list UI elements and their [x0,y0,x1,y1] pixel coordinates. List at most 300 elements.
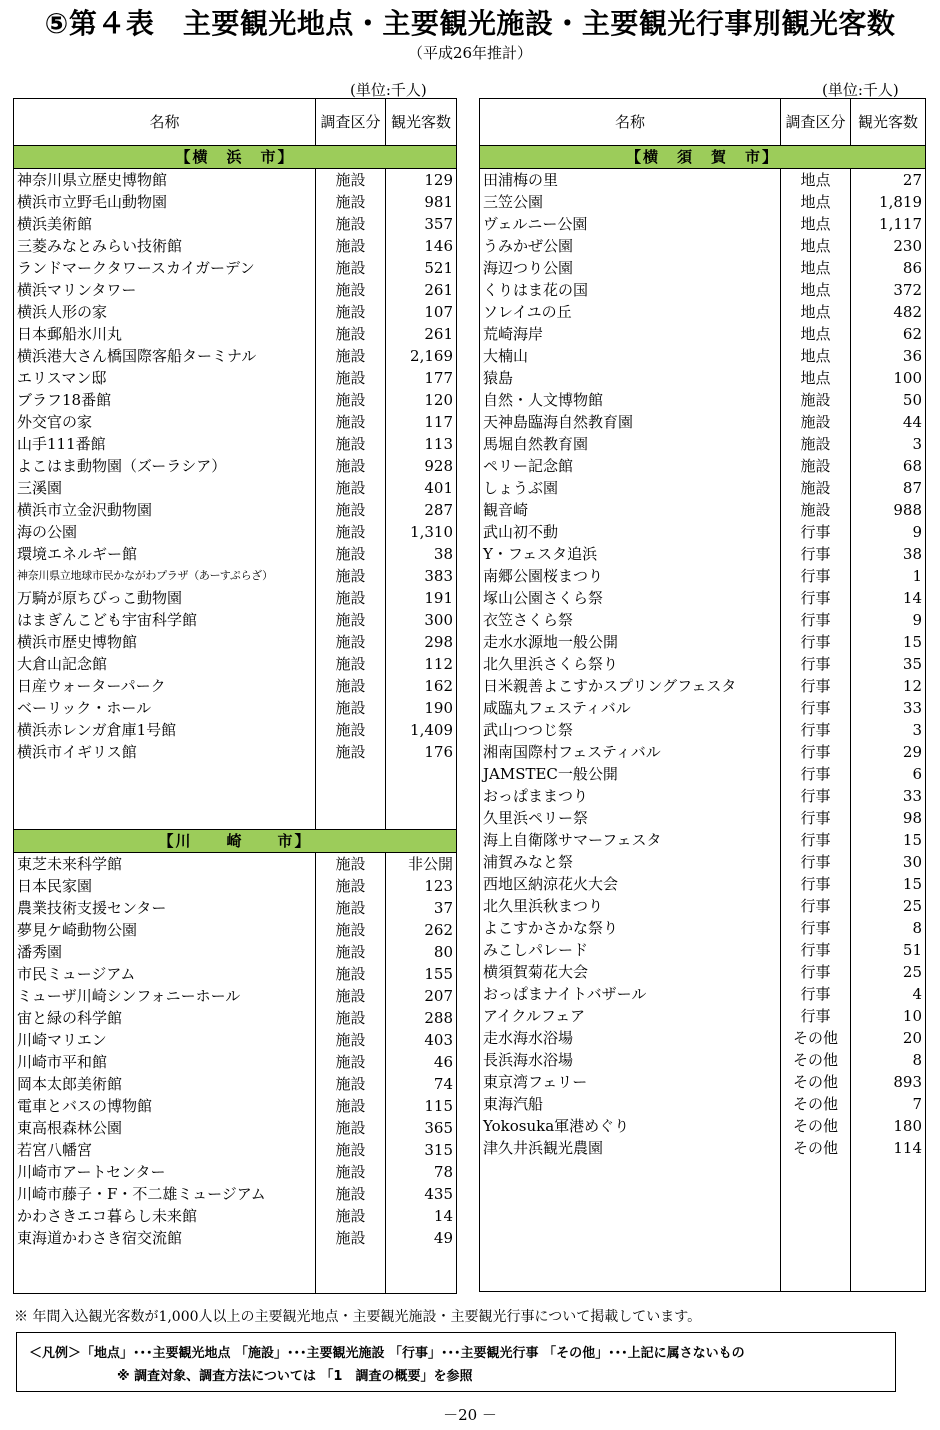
visitor-count: 262 [386,919,457,941]
facility-name: 若宮八幡宮 [14,1139,316,1161]
table-row [480,1027,926,1049]
survey-category: 施設 [316,1227,386,1249]
facility-name: 岡本太郎美術館 [14,1073,316,1095]
table-row [480,917,926,939]
visitor-count: 6 [851,763,926,785]
visitor-count: 146 [386,235,457,257]
table-row [14,963,457,985]
table-row [14,257,457,279]
facility-name: くりはま花の国 [480,279,781,301]
footnote: ※ 年間入込観光客数が1,000人以上の主要観光地点・主要観光施設・主要観光行事について掲載しています。 [14,1309,702,1325]
table-row [14,213,457,235]
facility-name: アイクルフェア [480,1005,781,1027]
facility-name: 横須賀菊花大会 [480,961,781,983]
blank-cell [14,785,316,807]
blank-cell [386,1249,457,1271]
table-row [480,1115,926,1137]
table-row [480,631,926,653]
blank-cell [851,1247,926,1269]
visitor-count: 1,409 [386,719,457,741]
survey-category: 施設 [316,609,386,631]
facility-name: ミューザ川崎シンフォニーホール [14,985,316,1007]
facility-name: 農業技術支援センター [14,897,316,919]
survey-category: 行事 [781,851,851,873]
table-row [14,919,457,941]
survey-category: 施設 [316,1139,386,1161]
visitor-count: 78 [386,1161,457,1183]
facility-name: 観音崎 [480,499,781,521]
section-header-row [14,830,457,853]
facility-name: 海辺つり公園 [480,257,781,279]
facility-name: 神奈川県立歴史博物館 [14,169,316,192]
visitor-count: 357 [386,213,457,235]
survey-category: 施設 [316,477,386,499]
visitor-count: 74 [386,1073,457,1095]
facility-name: 万騎が原ちびっこ動物園 [14,587,316,609]
right-visitor-table [479,98,926,1292]
visitor-count: 177 [386,367,457,389]
table-row [480,213,926,235]
visitor-count: 35 [851,653,926,675]
blank-row [480,1159,926,1181]
blank-cell [480,1225,781,1247]
table-row [480,1005,926,1027]
blank-cell [851,1181,926,1203]
table-row [14,941,457,963]
visitor-count: 123 [386,875,457,897]
survey-category: 行事 [781,587,851,609]
facility-name: 大楠山 [480,345,781,367]
facility-name: 横浜市立金沢動物園 [14,499,316,521]
table-row [14,1095,457,1117]
survey-category: 行事 [781,741,851,763]
survey-category: 施設 [316,213,386,235]
table-row [480,433,926,455]
facility-name: みこしパレード [480,939,781,961]
facility-name: 海の公園 [14,521,316,543]
table-row [480,521,926,543]
blank-cell [386,763,457,785]
blank-cell [316,785,386,807]
table-row [14,1029,457,1051]
visitor-count: 9 [851,521,926,543]
left-table-body [14,146,457,1294]
visitor-count: 298 [386,631,457,653]
survey-category: その他 [781,1093,851,1115]
blank-cell [781,1159,851,1181]
table-row [480,609,926,631]
visitor-count: 80 [386,941,457,963]
blank-cell [480,1159,781,1181]
table-row [14,1205,457,1227]
survey-category: 行事 [781,939,851,961]
blank-cell [14,807,316,830]
visitor-count: 365 [386,1117,457,1139]
facility-name: かわさきエコ暮らし未来館 [14,1205,316,1227]
survey-category: 行事 [781,917,851,939]
facility-name: うみかぜ公園 [480,235,781,257]
facility-name: 海上自衛隊サマーフェスタ [480,829,781,851]
table-row [480,675,926,697]
visitor-count: 2,169 [386,345,457,367]
facility-name: 東海道かわさき宿交流館 [14,1227,316,1249]
facility-name: 横浜赤レンガ倉庫1号館 [14,719,316,741]
blank-cell [316,1249,386,1271]
table-row [480,719,926,741]
survey-category: 行事 [781,807,851,829]
facility-name: エリスマン邸 [14,367,316,389]
visitor-count: 114 [851,1137,926,1159]
table-row [14,433,457,455]
facility-name: 日本郵船氷川丸 [14,323,316,345]
facility-name: 東海汽船 [480,1093,781,1115]
visitor-count: 155 [386,963,457,985]
visitor-count: 230 [851,235,926,257]
visitor-count: 893 [851,1071,926,1093]
visitor-count: 14 [386,1205,457,1227]
survey-category: 施設 [316,235,386,257]
visitor-count: 521 [386,257,457,279]
table-row [14,455,457,477]
table-row [480,191,926,213]
table-row [480,587,926,609]
legend-line-1: ＜凡例＞「地点」･･･主要観光地点 「施設」･･･主要観光施設 「行事」･･･主要観光行事 「その他」･･･上記に属さないもの [29,1346,745,1361]
facility-name: Yokosuka軍港めぐり [480,1115,781,1137]
survey-category: 行事 [781,653,851,675]
facility-name: 北久里浜秋まつり [480,895,781,917]
facility-name: 浦賀みなと祭 [480,851,781,873]
table-row [14,875,457,897]
survey-category: 施設 [316,301,386,323]
survey-category: 施設 [316,389,386,411]
facility-name: 川崎市アートセンター [14,1161,316,1183]
visitor-count: 33 [851,697,926,719]
table-row [14,653,457,675]
table-row [14,367,457,389]
facility-name: 東京湾フェリー [480,1071,781,1093]
survey-category: 施設 [781,433,851,455]
visitor-count: 117 [386,411,457,433]
visitor-count: 25 [851,961,926,983]
visitor-count: 435 [386,1183,457,1205]
survey-category: 施設 [316,433,386,455]
blank-row [14,1271,457,1294]
survey-category: 地点 [781,367,851,389]
survey-category: 行事 [781,543,851,565]
visitor-count: 928 [386,455,457,477]
survey-category: 施設 [316,875,386,897]
facility-name: 久里浜ペリー祭 [480,807,781,829]
facility-name: 横浜マリンタワー [14,279,316,301]
survey-category: 地点 [781,279,851,301]
header-name: 名称 [14,99,316,146]
table-row [14,169,457,192]
visitor-count: 383 [386,565,457,587]
facility-name: Y・フェスタ追浜 [480,543,781,565]
facility-name: 北久里浜さくら祭り [480,653,781,675]
visitor-count: 482 [851,301,926,323]
blank-cell [781,1225,851,1247]
table-row [14,1117,457,1139]
table-row [480,389,926,411]
header-category: 調査区分 [781,99,851,146]
facility-name: 西地区納涼花火大会 [480,873,781,895]
survey-category: 施設 [316,367,386,389]
survey-category: 施設 [316,1183,386,1205]
blank-cell [781,1247,851,1269]
survey-category: 地点 [781,191,851,213]
blank-cell [14,763,316,785]
visitor-count: 68 [851,455,926,477]
facility-name: ヴェルニー公園 [480,213,781,235]
visitor-count: 129 [386,169,457,192]
facility-name: 神奈川県立地球市民かながわプラザ（あーすぷらざ） [14,565,316,587]
facility-name: 武山初不動 [480,521,781,543]
survey-category: 施設 [316,345,386,367]
survey-category: 行事 [781,697,851,719]
header-name: 名称 [480,99,781,146]
visitor-count: 191 [386,587,457,609]
blank-row [14,807,457,830]
table-row [14,1161,457,1183]
table-row [14,411,457,433]
visitor-count: 180 [851,1115,926,1137]
visitor-count: 120 [386,389,457,411]
facility-name: 潘秀園 [14,941,316,963]
facility-name: 外交官の家 [14,411,316,433]
visitor-count: 51 [851,939,926,961]
blank-cell [781,1181,851,1203]
visitor-count: 非公開 [386,853,457,876]
facility-name: 湘南国際村フェスティバル [480,741,781,763]
visitor-count: 190 [386,697,457,719]
survey-category: 行事 [781,873,851,895]
table-row [480,829,926,851]
survey-category: 施設 [316,897,386,919]
survey-category: 施設 [316,631,386,653]
visitor-count: 62 [851,323,926,345]
visitor-count: 1 [851,565,926,587]
facility-name: 横浜美術館 [14,213,316,235]
section-header-row [480,146,926,169]
table-row [480,455,926,477]
survey-category: 施設 [316,257,386,279]
facility-name: 宙と緑の科学館 [14,1007,316,1029]
table-row [14,1007,457,1029]
survey-category: 地点 [781,235,851,257]
survey-category: 地点 [781,169,851,192]
survey-category: 施設 [316,1161,386,1183]
blank-cell [851,1225,926,1247]
visitor-count: 8 [851,917,926,939]
table-row [14,1139,457,1161]
legend-box [16,1332,896,1392]
survey-category: 施設 [781,477,851,499]
blank-row [14,1249,457,1271]
table-row [14,741,457,763]
survey-category: 行事 [781,675,851,697]
facility-name: 田浦梅の里 [480,169,781,192]
blank-row [480,1225,926,1247]
table-row [480,279,926,301]
facility-name: 市民ミュージアム [14,963,316,985]
header-category: 調査区分 [316,99,386,146]
survey-category: 施設 [316,719,386,741]
survey-category: 地点 [781,213,851,235]
survey-category: 施設 [316,1205,386,1227]
table-row [14,389,457,411]
blank-cell [14,1271,316,1294]
table-row [480,1137,926,1159]
survey-category: その他 [781,1137,851,1159]
unit-label-left: (単位:千人) [350,81,427,99]
facility-name: 横浜市イギリス館 [14,741,316,763]
facility-name: 三笠公園 [480,191,781,213]
table-row [14,631,457,653]
survey-category: 施設 [316,565,386,587]
facility-name: 川崎市平和館 [14,1051,316,1073]
facility-name: 電車とバスの博物館 [14,1095,316,1117]
survey-category: 行事 [781,565,851,587]
survey-category: その他 [781,1115,851,1137]
table-row [480,323,926,345]
visitor-count: 112 [386,653,457,675]
visitor-count: 113 [386,433,457,455]
table-row [480,301,926,323]
table-row [480,697,926,719]
table-row [14,1073,457,1095]
facility-name: 山手111番館 [14,433,316,455]
survey-category: 行事 [781,895,851,917]
survey-category: 行事 [781,983,851,1005]
table-row [480,235,926,257]
visitor-count: 4 [851,983,926,1005]
visitor-count: 107 [386,301,457,323]
visitor-count: 261 [386,323,457,345]
facility-name: 川崎マリエン [14,1029,316,1051]
survey-category: 行事 [781,609,851,631]
survey-category: 施設 [316,587,386,609]
blank-cell [316,807,386,830]
blank-cell [316,1271,386,1294]
survey-category: 施設 [316,653,386,675]
table-row [480,1093,926,1115]
facility-name: 塚山公園さくら祭 [480,587,781,609]
table-row [14,985,457,1007]
survey-category: 施設 [781,455,851,477]
survey-category: 施設 [316,1007,386,1029]
table-row [14,1051,457,1073]
blank-row [480,1181,926,1203]
facility-name: 大倉山記念館 [14,653,316,675]
survey-category: 行事 [781,719,851,741]
blank-cell [781,1269,851,1292]
facility-name: 走水水源地一般公開 [480,631,781,653]
survey-category: 施設 [316,1117,386,1139]
visitor-count: 38 [386,543,457,565]
survey-category: 行事 [781,785,851,807]
facility-name: 横浜市立野毛山動物園 [14,191,316,213]
facility-name: 咸臨丸フェスティバル [480,697,781,719]
survey-category: 行事 [781,763,851,785]
blank-cell [480,1203,781,1225]
visitor-count: 30 [851,851,926,873]
facility-name: 横浜人形の家 [14,301,316,323]
section-label: 【横 浜 市】 [14,146,457,169]
blank-cell [851,1159,926,1181]
visitor-count: 50 [851,389,926,411]
facility-name: ブラフ18番館 [14,389,316,411]
legend-line-2: ※ 調査対象、調査方法については 「1 調査の概要」を参照 [117,1369,473,1384]
table-row [14,521,457,543]
facility-name: 武山つつじ祭 [480,719,781,741]
blank-row [480,1203,926,1225]
table-row [14,323,457,345]
section-label: 【川 崎 市】 [14,830,457,853]
visitor-count: 25 [851,895,926,917]
table-row [480,543,926,565]
table-row [14,345,457,367]
visitor-count: 37 [386,897,457,919]
facility-name: 東芝未来科学館 [14,853,316,876]
survey-category: 施設 [316,455,386,477]
visitor-count: 401 [386,477,457,499]
visitor-count: 27 [851,169,926,192]
section-label: 【横 須 賀 市】 [480,146,926,169]
visitor-count: 15 [851,829,926,851]
facility-name: 東高根森林公園 [14,1117,316,1139]
visitor-count: 9 [851,609,926,631]
facility-name: よこすかさかな祭り [480,917,781,939]
survey-category: その他 [781,1071,851,1093]
survey-category: 施設 [316,963,386,985]
survey-category: 地点 [781,257,851,279]
visitor-count: 8 [851,1049,926,1071]
survey-category: その他 [781,1049,851,1071]
table-row [14,543,457,565]
visitor-count: 38 [851,543,926,565]
visitor-count: 87 [851,477,926,499]
survey-category: 施設 [316,1095,386,1117]
table-row [14,587,457,609]
survey-category: 施設 [316,853,386,876]
visitor-count: 261 [386,279,457,301]
visitor-count: 20 [851,1027,926,1049]
visitor-count: 12 [851,675,926,697]
visitor-count: 1,117 [851,213,926,235]
survey-category: 施設 [316,411,386,433]
blank-cell [781,1203,851,1225]
visitor-count: 1,819 [851,191,926,213]
visitor-count: 49 [386,1227,457,1249]
facility-name: 横浜港大さん橋国際客船ターミナル [14,345,316,367]
survey-category: 施設 [316,499,386,521]
visitor-count: 287 [386,499,457,521]
facility-name: 夢見ケ崎動物公園 [14,919,316,941]
visitor-count: 162 [386,675,457,697]
facility-name: 猿島 [480,367,781,389]
survey-category: 行事 [781,631,851,653]
unit-label-right: (単位:千人) [822,81,899,99]
page-subtitle: （平成26年推計） [407,44,533,62]
table-row [14,897,457,919]
right-table-body [480,146,926,1292]
visitor-count: 46 [386,1051,457,1073]
blank-cell [386,807,457,830]
table-row [14,279,457,301]
visitor-count: 44 [851,411,926,433]
table-row [14,499,457,521]
